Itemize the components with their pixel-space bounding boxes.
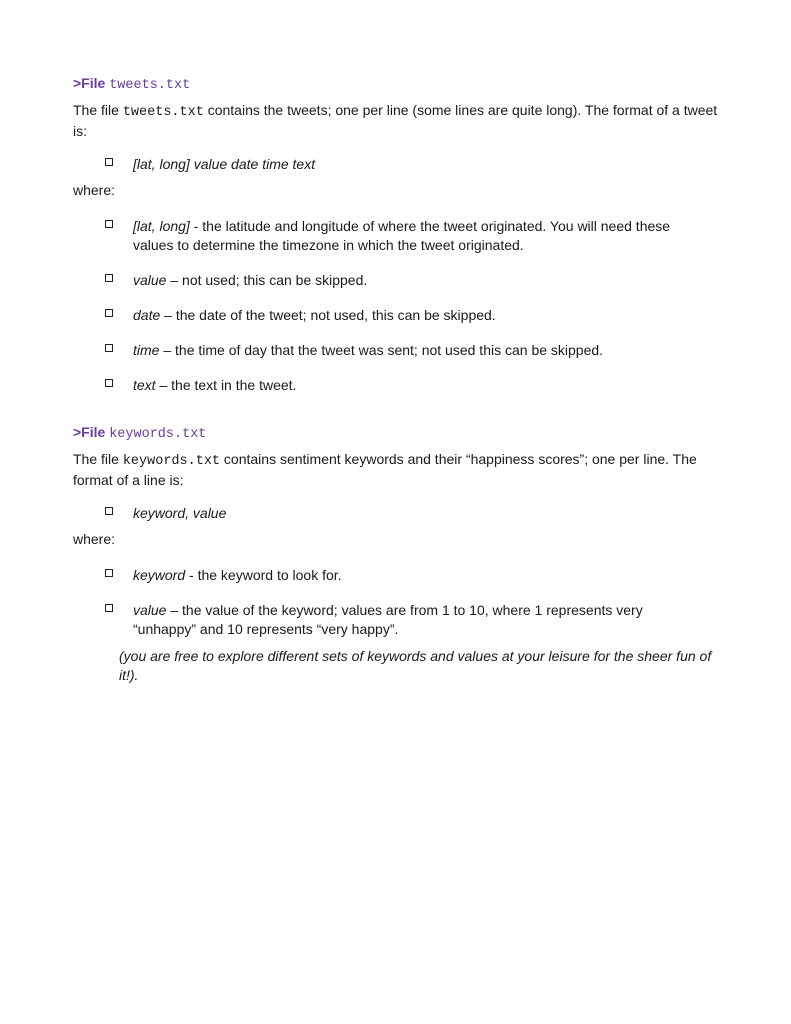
checkbox-bullet-icon bbox=[105, 344, 113, 352]
field-term: date bbox=[133, 307, 161, 323]
checkbox-bullet-icon bbox=[105, 604, 113, 612]
intro-paragraph-keywords bbox=[73, 450, 723, 490]
field-description bbox=[133, 601, 703, 639]
field-desc: – the time of day that the tweet was sent; not used this can be skipped. bbox=[159, 342, 604, 358]
intro-paragraph-tweets bbox=[73, 101, 723, 141]
field-desc: - the keyword to look for. bbox=[185, 567, 342, 583]
field-term: value bbox=[133, 602, 167, 618]
field-term: time bbox=[133, 342, 160, 358]
field-description bbox=[133, 217, 703, 255]
checkbox-bullet-icon bbox=[105, 379, 113, 387]
field-desc: – the value of the keyword; values are from 1 to 10, where 1 represents very “unhappy” and 10 represents “very happy”. bbox=[133, 602, 643, 637]
leisure-note: (you are free to explore different sets of keywords and values at your leisure for the sheer fun of it!). bbox=[119, 648, 712, 683]
format-text: [lat, long] value date time text bbox=[133, 156, 316, 172]
field-term: keyword bbox=[133, 567, 186, 583]
field-term: value bbox=[133, 272, 167, 288]
field-description bbox=[133, 376, 703, 395]
intro-filename: keywords.txt bbox=[122, 454, 221, 469]
field-desc: – the date of the tweet; not used, this can be skipped. bbox=[160, 307, 496, 323]
section-heading-tweets bbox=[73, 75, 190, 93]
where-label: where: bbox=[73, 531, 116, 547]
format-text: keyword, value bbox=[133, 505, 227, 521]
intro-text-b: contains sentiment keywords and their “happiness scores”; one per line. The format of a line is: bbox=[73, 451, 697, 488]
checkbox-bullet-icon bbox=[105, 220, 113, 228]
checkbox-bullet-icon bbox=[105, 309, 113, 317]
field-desc: - the latitude and longitude of where the tweet originated. You will need these values to determine the timezone in which the tweet originated. bbox=[133, 218, 671, 253]
checkbox-bullet-icon bbox=[105, 507, 113, 515]
field-term: text bbox=[133, 377, 156, 393]
field-desc: – not used; this can be skipped. bbox=[166, 272, 368, 288]
intro-text-a: The file bbox=[73, 102, 119, 118]
checkbox-bullet-icon bbox=[105, 158, 113, 166]
field-description bbox=[133, 271, 703, 290]
section-heading-keywords bbox=[73, 424, 206, 442]
heading-prefix: >File bbox=[73, 75, 106, 91]
heading-filename: tweets.txt bbox=[109, 78, 191, 93]
field-description bbox=[133, 306, 703, 325]
field-desc: – the text in the tweet. bbox=[155, 377, 297, 393]
heading-prefix: >File bbox=[73, 424, 106, 440]
intro-text-a: The file bbox=[73, 451, 119, 467]
checkbox-bullet-icon bbox=[105, 569, 113, 577]
where-label: where: bbox=[73, 182, 116, 198]
field-term: [lat, long] bbox=[133, 218, 190, 234]
intro-filename: tweets.txt bbox=[122, 105, 204, 120]
field-description bbox=[133, 341, 703, 360]
checkbox-bullet-icon bbox=[105, 274, 113, 282]
field-description bbox=[133, 566, 703, 585]
intro-text-b: contains the tweets; one per line (some lines are quite long). The format of a tweet is: bbox=[73, 102, 718, 139]
heading-filename: keywords.txt bbox=[109, 427, 207, 442]
